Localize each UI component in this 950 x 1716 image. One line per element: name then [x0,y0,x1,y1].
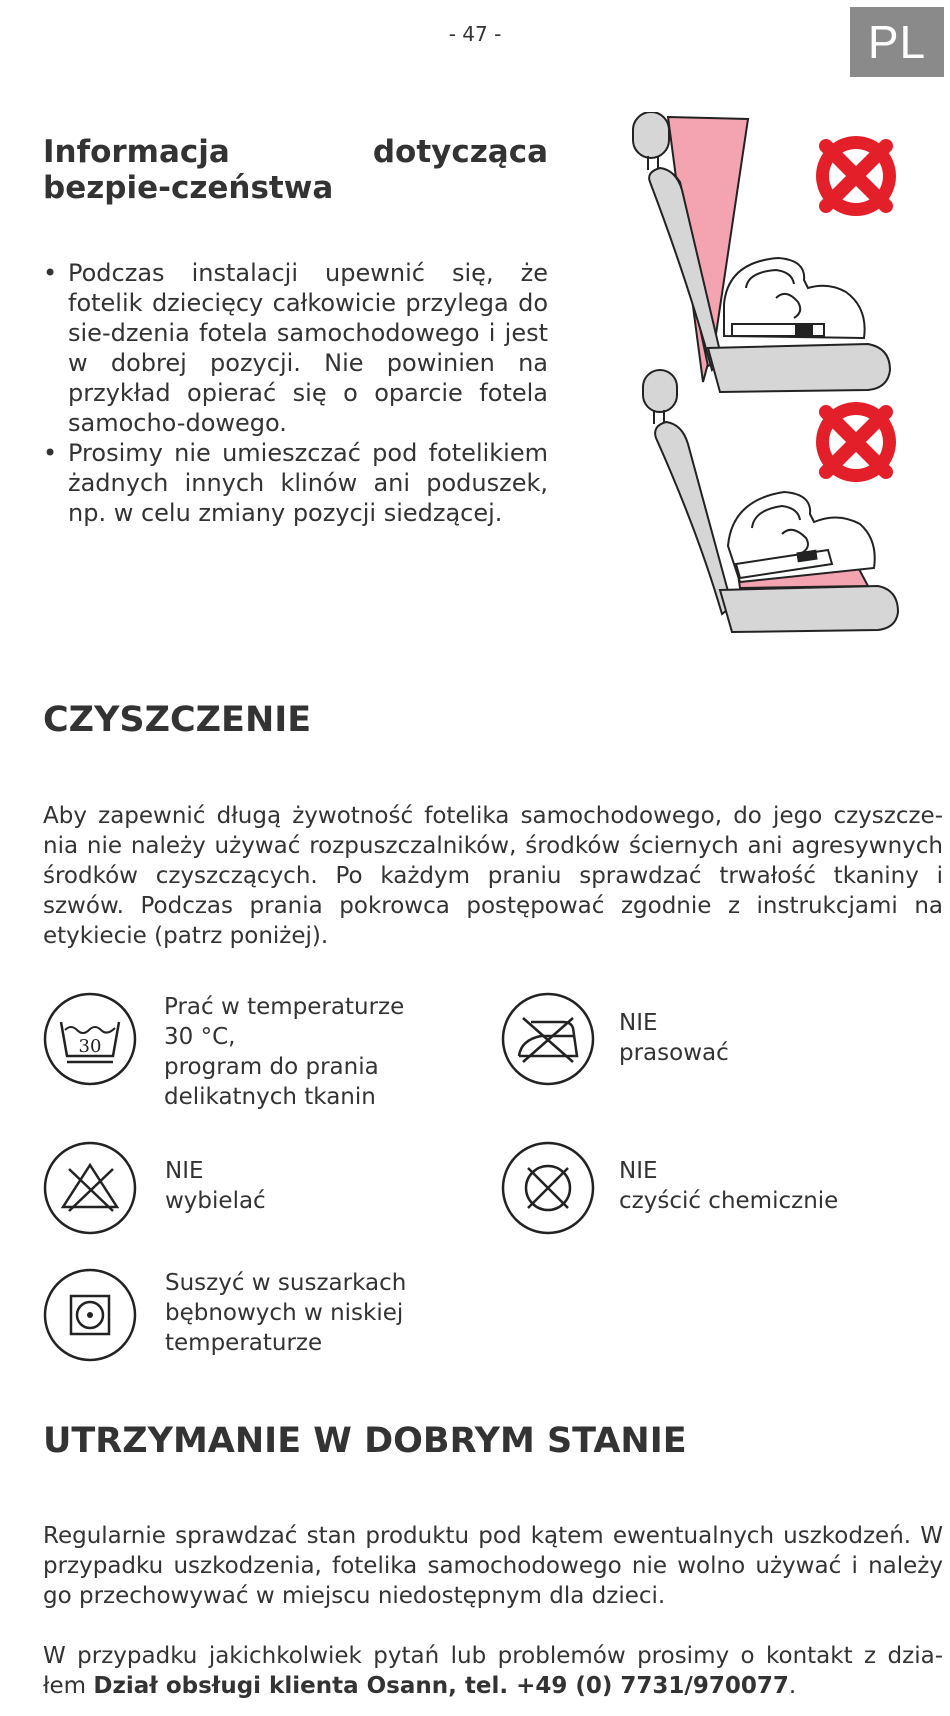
installation-illustration [628,112,918,668]
headrest [643,370,677,412]
safety-heading: Informacja dotycząca bezpie-czeństwa [43,134,548,206]
language-badge: PL [850,7,944,77]
dryclean-text: NIE czyścić chemicznie [619,1158,839,1214]
svg-text:30: 30 [78,1036,102,1057]
safety-bullet: • Prosimy nie umieszczać pod fotelikiem żadnych innych klinów ani poduszek, np. w celu zmiany pozycji siedzącej. [43,438,548,528]
dry-text: Suszyć w suszarkach bębnowych w niskiej temperaturze [165,1270,407,1356]
maintenance-heading: UTRZYMANIE W DOBRYM STANIE [43,1421,687,1461]
contact-paragraph: W przypadku jakichkolwiek pytań lub problemów prosimy o kontakt z dzia-łem Dział obsługi klienta Osann, tel. +49 (0) 7731/970077. [43,1643,943,1699]
cleaning-heading: CZYSZCZENIE [43,700,312,740]
tumble-dry-low-icon [43,1268,137,1362]
prohibited-icon [816,136,896,216]
bleach-text: NIE wybielać [165,1158,266,1214]
cleaning-paragraph: Aby zapewnić długą żywotność fotelika samochodowego, do jego czyszcze-nia nie należy używać rozpuszczalników, środków ściernych ani agresywnych środków czyszczących. Po każdym praniu sprawdzać trwałość tkaniny i szwów. Podczas prania pokrowca postępować zgodnie z instrukcjami na etykiecie (patrz poniżej). [43,803,943,949]
safety-list [43,258,548,528]
prohibited-icon [816,402,896,482]
do-not-iron-icon [501,992,595,1086]
customer-service-contact: Dział obsługi klienta Osann, tel. +49 (0) 7731/970077 [93,1673,789,1699]
safety-bullet: • Podczas instalacji upewnić się, że fotelik dziecięcy całkowicie przylega do sie-dzenia fotela samochodowego i jest w dobrej pozycji. Nie powinien na przykład opierać się o oparcie fotela samocho-dowego. [43,258,548,438]
wash-text: Prać w temperaturze 30 °C, program do prania delikatnych tkanin [164,994,405,1110]
maintenance-paragraph: Regularnie sprawdzać stan produktu pod kątem ewentualnych uszkodzeń. W przypadku uszkodzenia, fotelika samochodowego nie wolno używać i należy go przechowywać w miejscu niedostępnym dla dzieci. [43,1523,943,1609]
headrest [633,112,669,158]
do-not-dry-clean-icon [501,1141,595,1235]
do-not-bleach-icon [43,1141,137,1235]
page-number: - 47 - [448,22,502,46]
iron-text: NIE prasować [619,1010,729,1066]
wash-30-icon [43,992,137,1086]
